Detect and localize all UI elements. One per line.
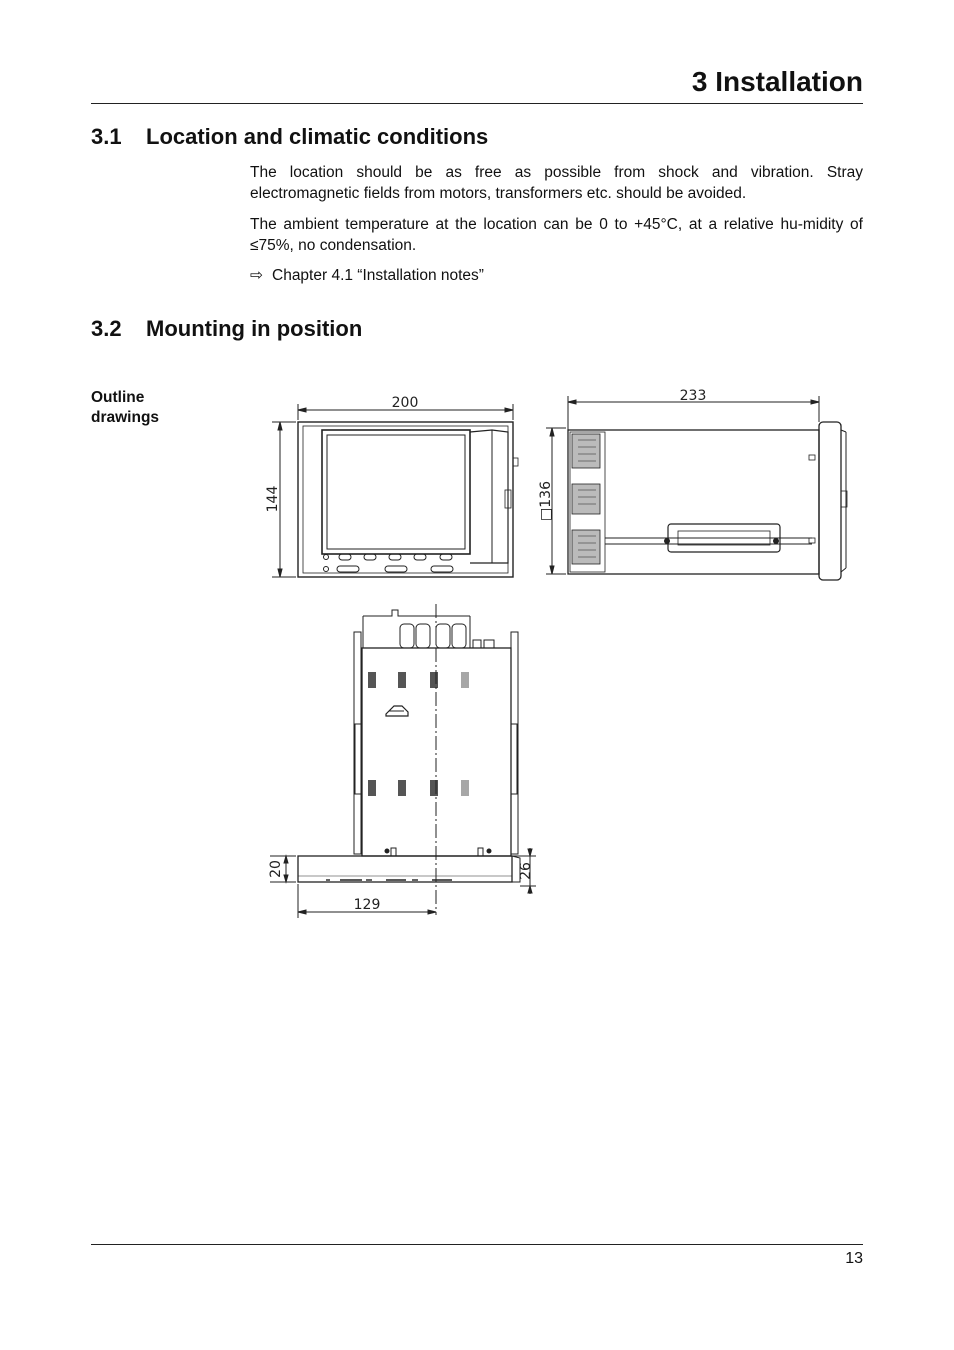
dimension-label-width: 200 [391,395,419,411]
dimension-label-depth: 233 [679,388,707,404]
outline-drawings [260,380,860,925]
front-view-drawing [265,395,518,577]
top-view-drawing [268,604,536,918]
dimension-label-cutout: □136 [538,481,554,521]
section-heading-3-1 [91,124,488,150]
section-title: Mounting in position [146,316,363,341]
side-view-drawing [538,388,847,580]
chapter-reference[interactable] [250,266,484,285]
footer-rule [91,1244,863,1245]
section-heading-3-2 [91,316,362,342]
header-rule [91,103,863,104]
dimension-label-height: 144 [265,485,281,513]
section-title: Location and climatic conditions [146,124,489,149]
page-number: 13 [845,1250,863,1267]
dimension-label-frame-depth: 26 [518,862,534,880]
paragraph-temperature: The ambient temperature at the location can be 0 to +45°C, at a relative hu-midity of ≤75%, no condensation. [250,216,863,254]
chapter-title: 3 Installation [691,66,863,97]
dimension-label-half-width: 129 [353,897,381,913]
arrow-right-icon: ⇨ [250,267,263,284]
chapter-reference-text: Chapter 4.1 “Installation notes” [272,267,484,284]
paragraph-location: The location should be as free as possible from shock and vibration. Stray electromagnetic fields from motors, transformers etc. should be avoided. [250,164,863,202]
dimension-label-frame: 20 [268,860,284,878]
section-number: 3.2 [91,316,122,341]
side-heading-outline-drawings: Outline drawings [91,389,160,426]
section-number: 3.1 [91,124,122,149]
